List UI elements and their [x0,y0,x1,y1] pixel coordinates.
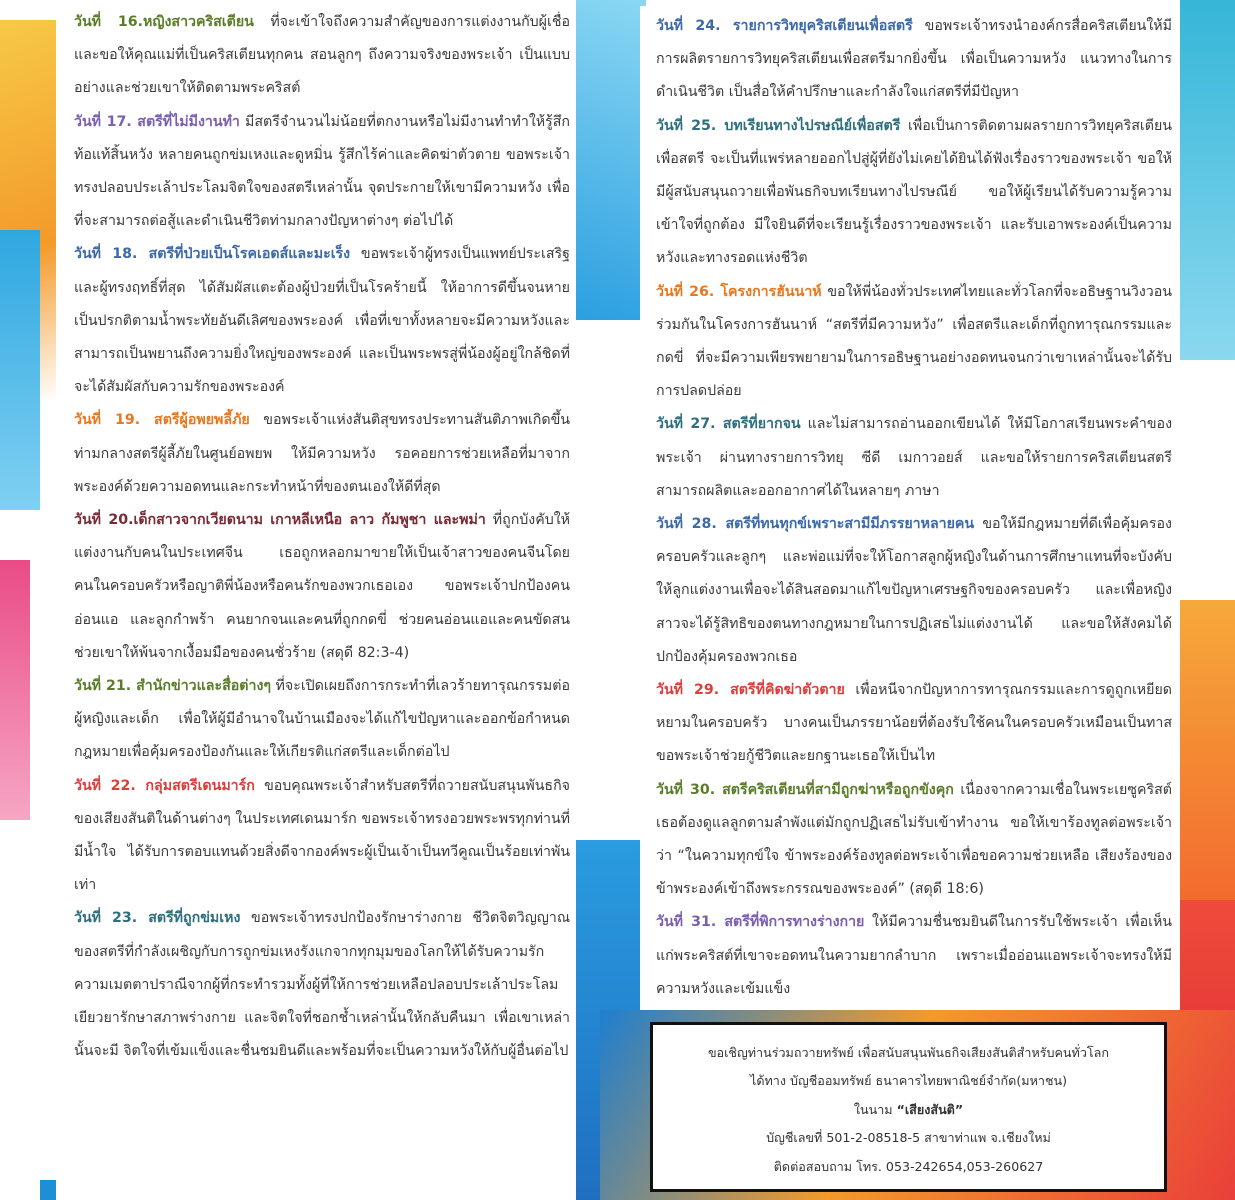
prayer-day-title: วันที่ 31. สตรีที่พิการทางร่างกาย [656,914,865,931]
donation-account-number: บัญชีเลขที่ 501-2-08518-5 สาขาท่าแพ จ.เชียงใหม่ [766,1130,1051,1146]
prayer-day-title: วันที่ 30. สตรีคริสเตียนที่สามีถูกฆ่าหรือถูกขังคุก [656,781,954,798]
prayer-day-title: วันที่ 29. สตรีที่คิดฆ่าตัวตาย [656,682,845,699]
prayer-day-title: วันที่ 19. สตรีผู้อพยพลี้ภัย [74,412,250,429]
prayer-entry [74,902,570,1068]
prayer-text: ที่ถูกบังคับให้แต่งงานกับคนในประเทศจีน เธอถูกหลอกมาขายให้เป็นเจ้าสาวของคนจีนโดยคนในครอบครัวหรือญาติพี่น้องหรือคนรักของพวกเธอเอง ขอพระเจ้าปกป้องคนอ่อนแอ และลูกกำพร้า คนยากจนและคนที่ถูกกดขี่ ช่วยคนอ่อนแอและคนขัดสน ช่วยเขาให้พ้นจากเงื้อมมือของคนชั่วร้าย (สดุดี 82:3-4) [74,512,570,661]
left-text-column [56,0,576,1200]
prayer-text: ขอบคุณพระเจ้าสำหรับสตรีที่ถวายสนับสนุนพันธกิจของเสียงสันติในด้านต่างๆ ในประเทศเดนมาร์ก ขอพระเจ้าทรงอวยพระพรทุกท่านที่มีน้ำใจ ได้รับการตอบแทนด้วยสิ่งดีจากองค์พระผู้เป็นเจ้าเป็นทวีคูณเป็นร้อยเท่าพันเท่า [74,777,570,894]
donation-account-name-value: “เสียงสันติ” [896,1101,964,1117]
prayer-text: เพื่อเป็นการติดตามผลรายการวิทยุคริสเตียนเพื่อสตรี จะเป็นที่แพร่หลายออกไปสู่ผู้ที่ยังไม่เคยได้ยินได้ฟังเรื่องราวของพระเจ้า ขอให้มีผู้สนับสนุนถวายเพื่อพันธกิจบทเรียนทางไปรษณีย์ ขอให้ผู้เรียนได้รับความรู้ความเข้าใจที่ถูกต้อง มีใจยินดีที่จะเรียนรู้เรื่องราวของพระเจ้า และรับเอาพระองค์เป็นความหวังและทางรอดแห่งชีวิต [656,117,1173,267]
prayer-text: มีสตรีจำนวนไม่น้อยที่ตกงานหรือไม่มีงานทำทำให้รู้สึกท้อแท้สิ้นหวัง หลายคนถูกข่มเหงและดูหมิ่น รู้สึกไร้ค่าและคิดฆ่าตัวตาย ขอพระเจ้าทรงปลอบประเล้าประโลมจิตใจของสตรีเหล่านั้น จุดประกายให้เขามีความหวัง เพื่อที่จะสามารถต่อสู้และดำเนินชีวิตท่ามกลางปัญหาต่างๆ ต่อไปได้ [74,113,570,230]
prayer-entry [656,674,1172,774]
donation-contact-phone: ติดต่อสอบถาม โทร. 053-242654,053-260627 [773,1158,1044,1174]
prayer-entry [656,276,1172,409]
donation-info-box [650,1022,1167,1192]
prayer-entry [74,504,570,670]
prayer-text: และไม่สามารถอ่านออกเขียนได้ ให้มีโอกาสเรียนพระคำของพระเจ้า ผ่านทางรายการวิทยุ ซีดี เมกาวอยส์ และขอให้รายการคริสเตียนสตรี สามารถผลิตและออกอากาศได้ในหลายๆ ภาษา [656,416,1172,499]
prayer-day-title: วันที่ 24. รายการวิทยุคริสเตียนเพื่อสตรี [656,18,913,34]
bg-shape-middle-white [576,320,640,840]
prayer-day-title: วันที่ 20.เด็กสาวจากเวียดนาม เกาหลีเหนือ ลาว กัมพูชา และพม่า [74,512,486,529]
bg-shape-right-orange [1180,600,1235,900]
prayer-day-title: วันที่ 18. สตรีที่ป่วยเป็นโรคเอดส์และมะเร็ง [74,246,351,263]
prayer-entry [656,110,1172,276]
prayer-entry [656,906,1172,1006]
donation-account-name-prefix: ในนาม [853,1101,897,1117]
prayer-text: เพื่อหนีจากปัญหาการทารุณกรรมและการดูถูกเหยียดหยามในครอบครัว บางคนเป็นภรรยาน้อยที่ต้องรับใช้คนในครอบครัวเหมือนเป็นทาส ขอพระเจ้าช่วยกู้ชีวิตและยกฐานะเธอให้เป็นไท [656,682,1172,765]
prayer-day-title: วันที่ 26. โครงการฮันนาห์ [656,283,822,300]
prayer-text: ขอพระเจ้าทรงปกป้องรักษาร่างกาย ชีวิตจิตวิญญาณ ของสตรีที่กำลังเผชิญกับการถูกข่มเหงรังแกจากทุกมุมของโลกให้ได้รับความรักความเมตตาปราณีจากผู้ที่กระทำรวมทั้งผู้ที่ให้การช่วยเหลือปลอบประเล้าประโลม เยียวยารักษาสภาพร่างกาย และจิตใจที่ชอกช้ำเหล่านั้นให้กลับคืนมา เพื่อเขาเหล่านั้นจะมี จิตใจที่เข้มแข็งและชื่นชมยินดีและพร้อมที่จะเป็นความหวังให้กับผู้อื่นต่อไป [74,910,571,1060]
prayer-entry [656,10,1172,110]
prayer-text: ให้มีความชื่นชมยินดีในการรับใช้พระเจ้า เพื่อเห็นแก่พระคริสต์ที่เขาจะอดทนในความยากลำบาก เพราะเมื่ออ่อนแอพระเจ้าจะทรงให้มีความหวังและเข้มแข็ง [656,914,1172,997]
prayer-text: ขอให้พี่น้องทั่วประเทศไทยและทั่วโลกที่จะอธิษฐานวิงวอนร่วมกันในโครงการฮันนาห์ “สตรีที่มีความหวัง” เพื่อสตรีและเด็กที่ถูกทารุณกรรมและกดขี่ ที่จะมีความเพียรพยายามในการอธิษฐานอย่างอดทนจนกว่าเขาเหล่านั้นจะได้รับการปลดปล่อย [656,283,1172,400]
right-text-column [640,6,1180,1010]
prayer-text: ขอให้มีกฎหมายที่ดีเพื่อคุ้มครองครอบครัวและลูกๆ และพ่อแม่ที่จะให้โอกาสลูกผู้หญิงในด้านการศึกษาแทนที่จะบังคับให้ลูกแต่งงานเพื่อจะได้สินสอดมาแก้ไขปัญหาเศรษฐกิจของครอบครัว และเพื่อหญิงสาวจะได้รู้สิทธิของตนทางกฎหมายในการปฏิเสธไม่แต่งงานได้ และขอให้สังคมได้ปกป้องคุ้มครองพวกเธอ [656,516,1172,665]
prayer-day-title: วันที่ 21. สำนักข่าวและสื่อต่างๆ [74,678,271,695]
prayer-day-title: วันที่ 22. กลุ่มสตรีเดนมาร์ก [74,777,255,794]
prayer-day-title: วันที่ 27. สตรีที่ยากจน [656,416,801,433]
prayer-entry [74,6,570,106]
bg-shape-right-teal [1180,0,1235,360]
bg-shape-left-blue [0,230,40,510]
bg-shape-left-pink [0,560,30,820]
prayer-entry [74,238,570,404]
prayer-text: เนื่องจากความเชื่อในพระเยซูคริสต์ เธอต้องดูแลลูกตามลำพังแต่มักถูกปฏิเสธไม่รับเข้าทำงาน ขอให้เขาร้องทูลต่อพระเจ้าว่า “ในความทุกข์ใจ ข้าพระองค์ร้องทูลต่อพระเจ้าเพื่อขอความช่วยเหลือ เสียงร้องของข้าพระองค์เข้าถึงพระกรรณของพระองค์” (สดุดี 18:6) [656,781,1172,898]
prayer-text: ขอพระเจ้าทรงนำองค์กรสื่อคริสเตียนให้มีการผลิตรายการวิทยุคริสเตียนเพื่อสตรีมากยิ่งขึ้น เพื่อเป็นความหวัง แนวทางในการดำเนินชีวิต เป็นสื่อให้คำปรึกษาและกำลังใจแก่สตรีที่มีปัญหา [656,18,1172,101]
prayer-text: ขอพระเจ้าผู้ทรงเป็นแพทย์ประเสริฐและผู้ทรงฤทธิ์ที่สุด ได้สัมผัสแตะต้องผู้ป่วยที่เป็นโรคร้ายนี้ ให้อาการดีขึ้นจนหายเป็นปรกติตามน้ำพระทัยอันดีเลิศของพระองค์ เพื่อที่เขาทั้งหลายจะมีความหวังและสามารถเป็นพยานถึงความยิ่งใหญ่ของพระองค์ และเป็นพระพรสู่พี่น้องผู้อยู่ใกล้ชิดที่จะได้สัมผัสกับความรักของพระองค์ [74,246,570,396]
prayer-entry [74,106,570,239]
donation-bank-text: ได้ทาง บัญชีออมทรัพย์ ธนาคารไทยพาณิชย์จำกัด(มหาชน) [749,1073,1068,1089]
prayer-text: ที่จะเข้าใจถึงความสำคัญของการแต่งงานกับผู้เชื่อ และขอให้คุณแม่ที่เป็นคริสเตียนทุกคน สอนลูกๆ ถึงความจริงของพระเจ้า เป็นแบบอย่างและช่วยเขาให้ติดตามพระคริสต์ [74,14,570,97]
prayer-day-title: วันที่ 16.หญิงสาวคริสเตียน [74,14,254,30]
prayer-text: ที่จะเปิดเผยถึงการกระทำที่เลวร้ายทารุณกรรมต่อผู้หญิงและเด็ก เพื่อให้ผู้มีอำนาจในบ้านเมืองจะได้แก้ไขปัญหาและออกข้อกำหนดกฎหมายเพื่อคุ้มครองป้องกันและให้เกียรติแก่สตรีและเด็กต่อไป [74,678,570,761]
prayer-entry [74,670,570,770]
donation-invite-text: ขอเชิญท่านร่วมถวายทรัพย์ เพื่อสนับสนุนพันธกิจเสียงสันติสำหรับคนทั่วโลก [707,1045,1110,1060]
prayer-day-title: วันที่ 25. บทเรียนทางไปรษณีย์เพื่อสตรี [656,117,901,134]
donation-account-name [663,1096,1154,1124]
prayer-entry [656,774,1172,907]
prayer-entry [656,508,1172,674]
prayer-day-title: วันที่ 23. สตรีที่ถูกข่มเหง [74,910,241,927]
prayer-entry [656,408,1172,508]
bg-shape-middle-cyan [576,0,646,320]
prayer-entry [74,404,570,504]
prayer-entry [74,770,570,903]
prayer-day-title: วันที่ 17. สตรีที่ไม่มีงานทำ [74,113,240,130]
prayer-text: ขอพระเจ้าแห่งสันติสุขทรงประทานสันติภาพเกิดขึ้นท่ามกลางสตรีผู้ลี้ภัยในศูนย์อพยพ ให้มีความหวัง รอคอยการช่วยเหลือที่มาจากพระองค์ด้วยความอดทนและกระทำหน้าที่ของตนเองให้ดีที่สุด [74,412,570,495]
prayer-day-title: วันที่ 28. สตรีที่ทนทุกข์เพราะสามีมีภรรยาหลายคน [656,516,975,533]
